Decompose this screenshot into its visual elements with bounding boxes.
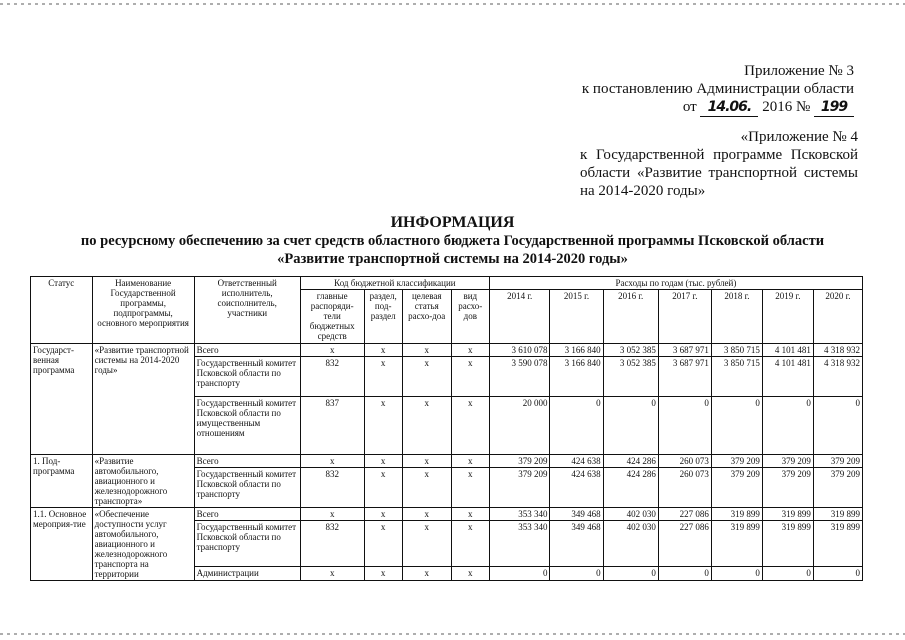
header-code-col: главные распоряди-тели бюджетных средств (300, 290, 364, 344)
header-status: Статус (31, 277, 93, 344)
cell-expense-value: 0 (762, 397, 813, 455)
cell-expense-value: 3 610 078 (489, 344, 550, 357)
cell-expense-value: 3 590 078 (489, 357, 550, 397)
cell-expense-value: 0 (813, 566, 862, 580)
header-year: 2020 г. (813, 290, 862, 344)
cell-expense-value: 424 286 (603, 455, 658, 468)
cell-budget-code: x (402, 508, 451, 521)
cell-expense-value: 319 899 (762, 521, 813, 566)
cell-budget-code: x (451, 508, 489, 521)
cell-expense-value: 0 (658, 566, 711, 580)
cell-expense-value: 4 318 932 (813, 357, 862, 397)
cell-program-name: «Развитие транспортной системы на 2014-2020 годы» (92, 344, 194, 455)
cell-budget-code: x (364, 397, 402, 455)
cell-budget-code: x (451, 521, 489, 566)
cell-budget-code: x (451, 566, 489, 580)
cell-executor: Всего (194, 508, 300, 521)
header-year: 2015 г. (550, 290, 603, 344)
cell-budget-code: x (451, 397, 489, 455)
table-row (31, 508, 863, 521)
scan-bottom-edge (0, 633, 905, 635)
cell-expense-value: 227 086 (658, 508, 711, 521)
cell-expense-value: 319 899 (711, 521, 762, 566)
annex4-line1: «Приложение № 4 (740, 129, 858, 145)
table-row (31, 344, 863, 357)
cell-expense-value: 0 (813, 397, 862, 455)
cell-expense-value: 3 052 385 (603, 344, 658, 357)
cell-expense-value: 4 318 932 (813, 344, 862, 357)
doc-subtitle-line1: по ресурсному обеспечению за счет средств областного бюджета Государственной программы Псковской области (80, 233, 825, 249)
cell-expense-value: 3 052 385 (603, 357, 658, 397)
cell-expense-value: 349 468 (550, 521, 603, 566)
cell-expense-value: 0 (711, 566, 762, 580)
cell-expense-value: 3 166 840 (550, 344, 603, 357)
cell-budget-code: x (451, 468, 489, 508)
header-name: Наименование Государственной программы, подпрограммы, основного мероприятия (92, 277, 194, 344)
date-prefix: от (682, 99, 697, 115)
header-year: 2017 г. (658, 290, 711, 344)
cell-expense-value: 319 899 (711, 508, 762, 521)
cell-program-name: «Обеспечение доступности услуг автомобильного, авиационного и железнодорожного транспорта на территории (92, 508, 194, 581)
cell-expense-value: 0 (550, 566, 603, 580)
header-code-col: раздел, под-раздел (364, 290, 402, 344)
cell-expense-value: 379 209 (711, 468, 762, 508)
cell-expense-value: 0 (603, 566, 658, 580)
year-text: 2016 № (762, 99, 811, 115)
cell-budget-code: x (364, 508, 402, 521)
cell-expense-value: 3 687 971 (658, 357, 711, 397)
cell-expense-value: 0 (489, 566, 550, 580)
cell-budget-code: x (300, 566, 364, 580)
cell-expense-value: 379 209 (762, 455, 813, 468)
cell-expense-value: 260 073 (658, 455, 711, 468)
cell-executor: Государственный комитет Псковской области по транспорту (194, 468, 300, 508)
cell-expense-value: 424 286 (603, 468, 658, 508)
cell-budget-code: x (364, 468, 402, 508)
header-year: 2018 г. (711, 290, 762, 344)
cell-budget-code: x (364, 357, 402, 397)
header-code-col: целевая статья расхо-доа (402, 290, 451, 344)
cell-expense-value: 260 073 (658, 468, 711, 508)
header-executor: Ответственный исполнитель, соисполнитель, участники (194, 277, 300, 344)
handwritten-date: 14.06. (700, 98, 758, 117)
cell-budget-code: x (402, 397, 451, 455)
cell-expense-value: 0 (711, 397, 762, 455)
cell-expense-value: 353 340 (489, 521, 550, 566)
cell-expense-value: 379 209 (711, 455, 762, 468)
cell-budget-code: x (364, 566, 402, 580)
cell-expense-value: 3 687 971 (658, 344, 711, 357)
cell-expense-value: 227 086 (658, 521, 711, 566)
cell-expense-value: 379 209 (489, 455, 550, 468)
cell-budget-code: x (300, 344, 364, 357)
cell-budget-code: x (451, 455, 489, 468)
cell-budget-code: x (402, 455, 451, 468)
cell-budget-code: x (451, 357, 489, 397)
header-expenses: Расходы по годам (тыс. рублей) (489, 277, 862, 290)
cell-expense-value: 379 209 (489, 468, 550, 508)
cell-budget-code: x (364, 344, 402, 357)
cell-expense-value: 0 (550, 397, 603, 455)
cell-budget-code: x (402, 344, 451, 357)
cell-budget-code: 832 (300, 357, 364, 397)
cell-expense-value: 3 850 715 (711, 357, 762, 397)
cell-budget-code: x (402, 566, 451, 580)
cell-expense-value: 349 468 (550, 508, 603, 521)
cell-expense-value: 424 638 (550, 468, 603, 508)
cell-expense-value: 402 030 (603, 508, 658, 521)
header-year: 2016 г. (603, 290, 658, 344)
cell-executor: Государственный комитет Псковской области по имущественным отношениям (194, 397, 300, 455)
cell-budget-code: x (451, 344, 489, 357)
cell-expense-value: 379 209 (813, 468, 862, 508)
cell-budget-code: 832 (300, 521, 364, 566)
cell-expense-value: 0 (658, 397, 711, 455)
cell-expense-value: 319 899 (762, 508, 813, 521)
cell-expense-value: 319 899 (813, 521, 862, 566)
cell-executor: Государственный комитет Псковской области по транспорту (194, 357, 300, 397)
cell-expense-value: 319 899 (813, 508, 862, 521)
header-year: 2019 г. (762, 290, 813, 344)
annex4-line2: к Государственной программе Псковской области «Развитие транспортной системы на 2014-2020 годы» (580, 147, 858, 199)
header-code-col: вид расхо-дов (451, 290, 489, 344)
cell-status: Государст-венная программа (31, 344, 93, 455)
cell-expense-value: 402 030 (603, 521, 658, 566)
cell-budget-code: x (364, 455, 402, 468)
cell-executor: Администрации (194, 566, 300, 580)
cell-status: 1.1. Основное мероприя-тие (31, 508, 93, 581)
cell-budget-code: x (364, 521, 402, 566)
cell-budget-code: x (402, 468, 451, 508)
cell-status: 1. Под-программа (31, 455, 93, 508)
cell-expense-value: 0 (603, 397, 658, 455)
cell-budget-code: x (300, 455, 364, 468)
table-row (31, 455, 863, 468)
cell-executor: Всего (194, 344, 300, 357)
resource-table (30, 276, 863, 581)
annex3-line1: Приложение № 3 (744, 63, 854, 79)
cell-expense-value: 0 (762, 566, 813, 580)
cell-expense-value: 20 000 (489, 397, 550, 455)
cell-expense-value: 3 850 715 (711, 344, 762, 357)
annex4-block (580, 128, 858, 200)
cell-budget-code: 832 (300, 468, 364, 508)
doc-subtitle-line2: «Развитие транспортной системы на 2014-2020 годы» (277, 251, 628, 267)
cell-expense-value: 3 166 840 (550, 357, 603, 397)
cell-executor: Всего (194, 455, 300, 468)
cell-budget-code: x (402, 357, 451, 397)
handwritten-number: 199 (814, 98, 854, 117)
header-budget-code: Код бюджетной классификации (300, 277, 489, 290)
annex3-date-line (572, 98, 854, 117)
cell-budget-code: 837 (300, 397, 364, 455)
doc-title: ИНФОРМАЦИЯ (390, 214, 515, 231)
cell-budget-code: x (402, 521, 451, 566)
cell-executor: Государственный комитет Псковской области по транспорту (194, 521, 300, 566)
cell-program-name: «Развитие автомобильного, авиационного и железнодорожного транспорта» (92, 455, 194, 508)
annex3-block (572, 62, 854, 117)
cell-expense-value: 353 340 (489, 508, 550, 521)
cell-budget-code: x (300, 508, 364, 521)
cell-expense-value: 379 209 (813, 455, 862, 468)
header-year: 2014 г. (489, 290, 550, 344)
cell-expense-value: 4 101 481 (762, 344, 813, 357)
cell-expense-value: 424 638 (550, 455, 603, 468)
cell-expense-value: 4 101 481 (762, 357, 813, 397)
scan-top-edge (0, 3, 905, 5)
annex3-line2: к постановлению Администрации области (581, 81, 854, 97)
cell-expense-value: 379 209 (762, 468, 813, 508)
